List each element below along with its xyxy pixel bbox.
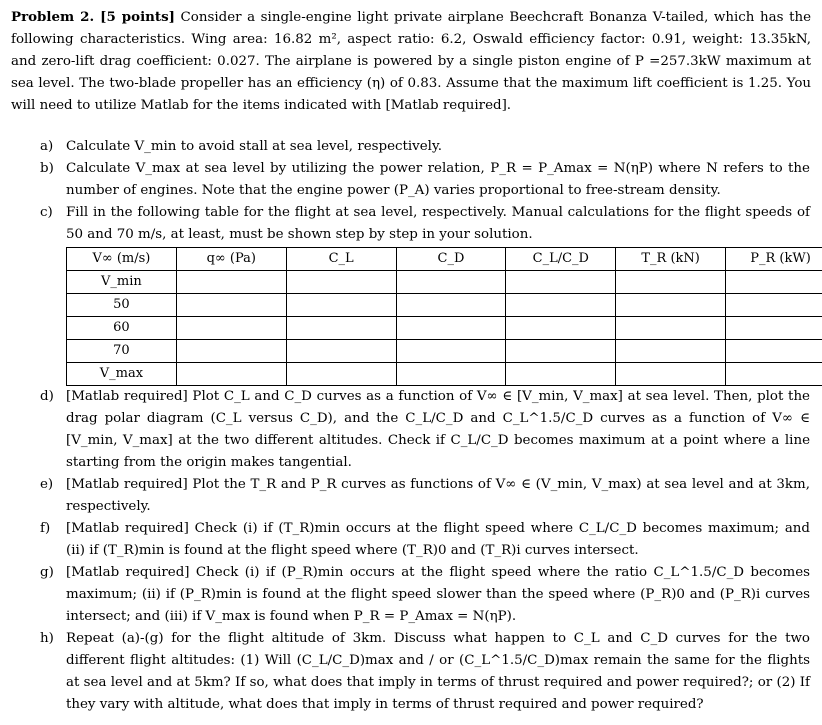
item-h-text: Repeat (a)-(g) for the flight altitude of 3km. Discuss what happen to C_L and C_D curves for the two different flight altitudes: (1) Will (C_L/C_D)max and / or (C_L^1.5/C_D)max remain the same for the flights at sea level and at 5km? If so, what does that imply in terms of thrust required and power required?; or (2) If they vary with altitude, what does that imply in terms of thrust required and power required? xyxy=(66,631,810,712)
table-row xyxy=(67,294,822,317)
item-list xyxy=(40,136,810,716)
item-b: b) Calculate V_max at sea level by utilizing the power relation, P_R = P_Amax = N(ηP) where N refers to the number of engines. Note that the engine power (P_A) varies proportional to free-stream density. xyxy=(40,158,810,202)
row-label: 70 xyxy=(67,340,177,363)
item-f: f) [Matlab required] Check (i) if (T_R)min occurs at the flight speed where C_L/C_D becomes maximum; and (ii) if (T_R)min is found at the flight speed where (T_R)0 and (T_R)i curves intersect. xyxy=(40,518,810,562)
row-label: 60 xyxy=(67,317,177,340)
problem-heading: Problem 2. [5 points] xyxy=(11,9,175,25)
header-cell: T_R (kN) xyxy=(616,248,726,271)
header-cell: q∞ (Pa) xyxy=(176,248,286,271)
item-f-text: [Matlab required] Check (i) if (T_R)min occurs at the flight speed where C_L/C_D becomes maximum; and (ii) if (T_R)min is found at the flight speed where (T_R)0 and (T_R)i curves intersect. xyxy=(66,521,810,558)
table-row xyxy=(67,340,822,363)
table-row xyxy=(67,271,822,294)
item-h: h) Repeat (a)-(g) for the flight altitude of 3km. Discuss what happen to C_L and C_D curves for the two different flight altitudes: (1) Will (C_L/C_D)max and / or (C_L^1.5/C_D)max remain the same for the flights at sea level and at 5km? If so, what does that imply in terms of thrust required and power required?; or (2) If they vary with altitude, what does that imply in terms of thrust required and power required? xyxy=(40,628,810,716)
problem-intro-text: Consider a single-engine light private airplane Beechcraft Bonanza V-tailed, which has the following characteristics. Wing area: 16.82 m², aspect ratio: 6.2, Oswald efficiency factor: 0.91, weight: 13.35kN, and zero-lift drag coefficient: 0.027. The airplane is powered by a single piston engine of P =257.3kW maximum at sea level. The two-blade propeller has an efficiency (η) of 0.83. Assume that the maximum lift coefficient is 1.25. You will need to utilize Matlab for the items indicated with [Matlab required]. xyxy=(11,10,811,113)
table-row xyxy=(67,317,822,340)
header-cell: C_L xyxy=(286,248,396,271)
item-c-text: Fill in the following table for the flight at sea level, respectively. Manual calculations for the flight speeds of 50 and 70 m/s, at least, must be shown step by step in your solution. xyxy=(66,205,810,242)
performance-table xyxy=(66,247,822,386)
header-cell: P_R (kW) xyxy=(726,248,822,271)
item-b-text: Calculate V_max at sea level by utilizing the power relation, P_R = P_Amax = N(ηP) where N refers to the number of engines. Note that the engine power (P_A) varies proportional to free-stream density. xyxy=(66,161,810,198)
item-e-text: [Matlab required] Plot the T_R and P_R curves as functions of V∞ ∈ (V_min, V_max) at sea level and at 3km, respectively. xyxy=(66,477,810,514)
item-a: a) Calculate V_min to avoid stall at sea level, respectively. xyxy=(40,136,810,158)
table-header-row xyxy=(67,248,822,271)
item-a-text: Calculate V_min to avoid stall at sea level, respectively. xyxy=(66,139,442,154)
header-cell: C_D xyxy=(396,248,506,271)
item-d: d) [Matlab required] Plot C_L and C_D curves as a function of V∞ ∈ [V_min, V_max] at sea level. Then, plot the drag polar diagram (C_L versus C_D), and the C_L/C_D and C_L^1.5/C_D curves as a function of V∞ ∈ [V_min, V_max] at the two different altitudes. Check if C_L/C_D becomes maximum at a point where a line starting from the origin makes tangential. xyxy=(40,386,810,474)
item-c: c) Fill in the following table for the flight at sea level, respectively. Manual calculations for the flight speeds of 50 and 70 m/s, at least, must be shown step by step in your solution. xyxy=(40,202,810,246)
problem-intro xyxy=(11,6,811,117)
row-label: V_max xyxy=(67,363,177,386)
header-cell: C_L/C_D xyxy=(506,248,616,271)
item-d-text: [Matlab required] Plot C_L and C_D curves as a function of V∞ ∈ [V_min, V_max] at sea level. Then, plot the drag polar diagram (C_L versus C_D), and the C_L/C_D and C_L^1.5/C_D curves as a function of V∞ ∈ [V_min, V_max] at the two different altitudes. Check if C_L/C_D becomes maximum at a point where a line starting from the origin makes tangential. xyxy=(66,389,810,470)
item-g: g) [Matlab required] Check (i) if (P_R)min occurs at the flight speed where the ratio C_L^1.5/C_D becomes maximum; (ii) if (P_R)min is found at the flight speed slower than the speed where (P_R)0 and (P_R)i curves intersect; and (iii) if V_max is found when P_R = P_Amax = N(ηP). xyxy=(40,562,810,628)
row-label: V_min xyxy=(67,271,177,294)
table-row xyxy=(67,363,822,386)
item-g-text: [Matlab required] Check (i) if (P_R)min occurs at the flight speed where the ratio C_L^1.5/C_D becomes maximum; (ii) if (P_R)min is found at the flight speed slower than the speed where (P_R)0 and (P_R)i curves intersect; and (iii) if V_max is found when P_R = P_Amax = N(ηP). xyxy=(66,565,810,624)
row-label: 50 xyxy=(67,294,177,317)
item-e: e) [Matlab required] Plot the T_R and P_R curves as functions of V∞ ∈ (V_min, V_max) at sea level and at 3km, respectively. xyxy=(40,474,810,518)
header-cell: V∞ (m/s) xyxy=(67,248,177,271)
